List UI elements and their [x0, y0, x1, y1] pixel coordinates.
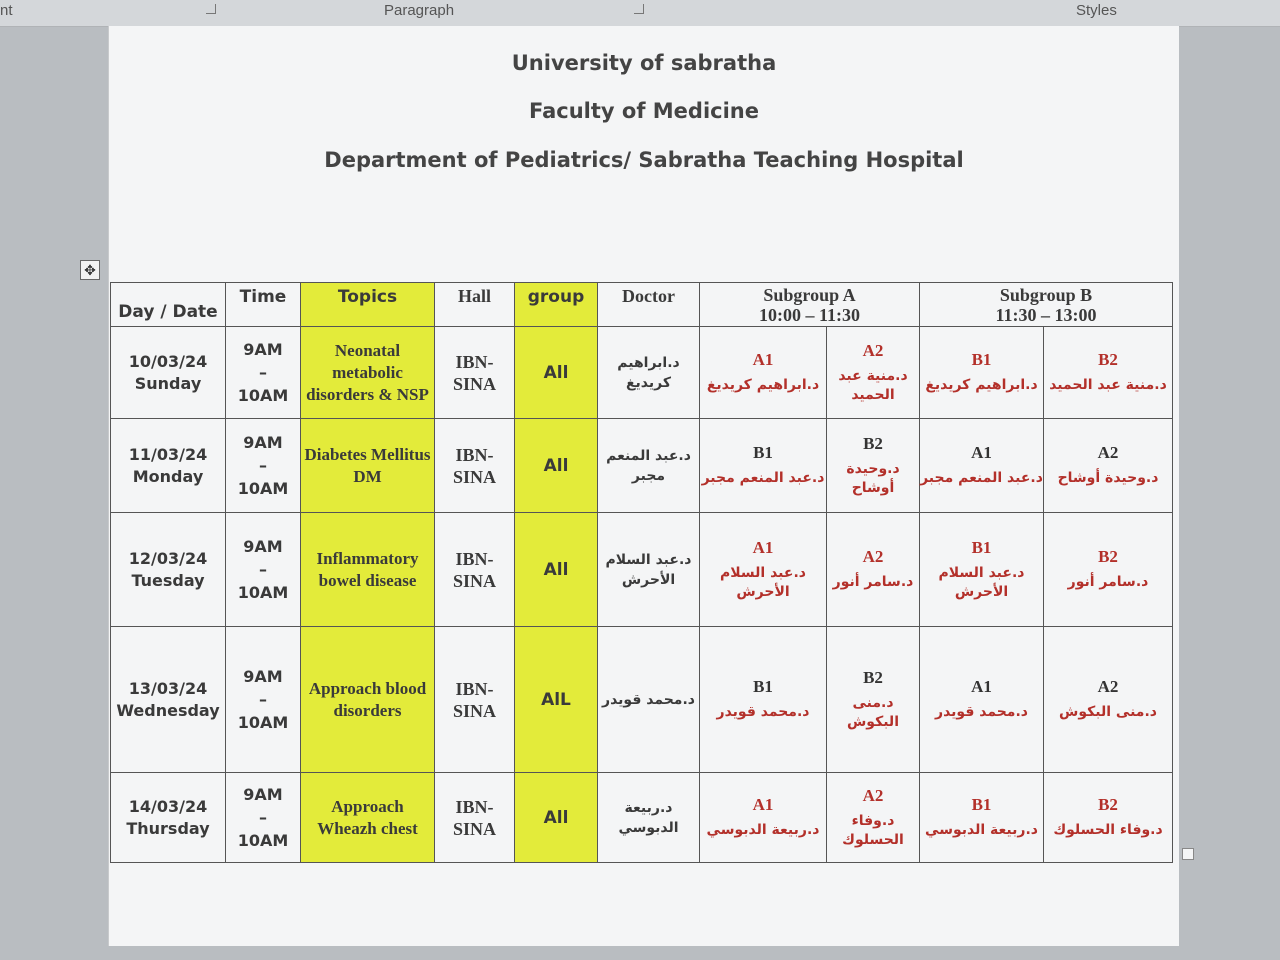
header-time: Time — [226, 283, 301, 327]
subgroup-a-col1-cell — [700, 513, 827, 627]
department-title: Department of Pediatrics/ Sabratha Teaching Hospital — [324, 148, 964, 172]
subgroup-b-col2-cell — [1044, 773, 1173, 863]
subgroup-a-col1-cell-label: B1 — [753, 677, 773, 696]
subgroup-b-col2-cell-doctor: د.منية عبد الحميد — [1049, 377, 1167, 393]
date-text: 11/03/24 — [128, 444, 208, 464]
subgroup-b-col2-cell-label: B2 — [1098, 547, 1118, 566]
time-start: 9AM — [243, 667, 283, 686]
subgroup-b-col1-cell-doctor: د.ابراهيم كريديغ — [925, 377, 1038, 393]
subgroup-a-time: 10:00 – 11:30 — [759, 304, 860, 325]
subgroup-a-col1-cell-doctor: د.عبد السلام الأحرش — [720, 564, 806, 600]
topic-text: Approach blood disorders — [308, 678, 427, 720]
subgroup-a-col1-cell-label: A1 — [752, 350, 774, 369]
doctor-text: د.ربيعة الدبوسي — [618, 799, 679, 836]
day-text: Monday — [132, 466, 204, 486]
group-cell — [515, 327, 598, 419]
subgroup-a-col1-cell — [700, 419, 827, 513]
header-group: group — [515, 283, 598, 327]
time-start: 9AM — [243, 340, 283, 359]
subgroup-b-col2-cell-label: B2 — [1098, 795, 1118, 814]
time-start: 9AM — [243, 785, 283, 804]
subgroup-b-col2-cell — [1044, 513, 1173, 627]
subgroup-b-col2-cell — [1044, 419, 1173, 513]
date-cell — [111, 327, 226, 419]
subgroup-b-col1-cell-doctor: د.عبد المنعم مجبر — [920, 470, 1043, 486]
time-dash: – — [259, 690, 267, 709]
schedule-table — [110, 282, 1173, 863]
subgroup-a-col2-cell — [827, 327, 920, 419]
subgroup-a-col1-cell — [700, 627, 827, 773]
topic-cell — [301, 419, 435, 513]
subgroup-b-col1-cell-doctor: د.ربيعة الدبوسي — [925, 822, 1038, 838]
header-subgroup-b — [920, 283, 1173, 327]
subgroup-b-col2-cell-label: A2 — [1097, 443, 1119, 462]
time-dash: – — [259, 363, 267, 382]
hall-cell — [435, 513, 515, 627]
subgroup-a-col1-cell-label: A1 — [752, 795, 774, 814]
topic-cell — [301, 513, 435, 627]
subgroup-b-title: Subgroup B — [999, 284, 1093, 305]
subgroup-a-col2-cell-label: B2 — [863, 433, 883, 453]
topic-text: Inflammatory bowel disease — [316, 548, 419, 590]
subgroup-a-col2-cell-label: A2 — [862, 340, 884, 360]
time-start: 9AM — [243, 537, 283, 556]
subgroup-a-col2-cell-doctor: د.منية عبد الحميد — [838, 367, 908, 403]
paragraph-launcher-icon[interactable] — [634, 4, 644, 14]
group-text: All — [543, 362, 569, 383]
header-day-date: Day / Date — [111, 283, 226, 327]
subgroup-b-col1-cell-label: B1 — [971, 795, 992, 814]
subgroup-b-col1-cell-label: A1 — [971, 443, 992, 462]
doctor-cell — [598, 419, 700, 513]
doctor-text: د.ابراهيم كريديغ — [617, 354, 680, 391]
doctor-text: د.عبد السلام الأحرش — [605, 551, 692, 588]
header-doctor: Doctor — [598, 283, 700, 327]
date-cell — [111, 773, 226, 863]
subgroup-b-col1-cell — [920, 627, 1044, 773]
subgroup-a-col2-cell-doctor: د.منى البكوش — [846, 694, 899, 730]
doctor-cell — [598, 627, 700, 773]
time-end: 10AM — [237, 386, 289, 405]
time-cell — [226, 513, 301, 627]
subgroup-b-col1-cell — [920, 327, 1044, 419]
subgroup-a-col2-cell — [827, 419, 920, 513]
subgroup-a-col2-cell-doctor: د.وحيدة أوشاح — [846, 460, 900, 496]
topic-text: Neonatal metabolic disorders & NSP — [306, 340, 429, 404]
table-row — [111, 773, 1173, 863]
subgroup-b-col1-cell-doctor: د.محمد قويدر — [935, 704, 1028, 720]
subgroup-a-col1-cell-label: B1 — [753, 443, 773, 462]
hall-text: IBN-SINA — [452, 548, 496, 591]
subgroup-a-col1-cell — [700, 327, 827, 419]
date-text: 12/03/24 — [128, 548, 208, 568]
time-cell — [226, 773, 301, 863]
hall-text: IBN-SINA — [452, 444, 496, 487]
table-row — [111, 419, 1173, 513]
time-end: 10AM — [237, 479, 289, 498]
group-text: AlL — [541, 689, 571, 710]
group-text: All — [543, 455, 569, 476]
subgroup-a-col2-cell-doctor: د.وفاء الحسلوك — [842, 812, 904, 848]
doctor-text: د.محمد قويدر — [602, 691, 695, 708]
day-text: Wednesday — [116, 700, 220, 720]
time-end: 10AM — [237, 831, 289, 850]
subgroup-b-time: 11:30 – 13:00 — [995, 304, 1097, 325]
ribbon-bar — [0, 0, 1280, 27]
subgroup-b-col2-cell — [1044, 627, 1173, 773]
subgroup-b-col1-cell-label: B1 — [971, 537, 992, 557]
subgroup-b-col2-cell-label: A2 — [1097, 677, 1119, 696]
subgroup-b-col2-cell-label: B2 — [1098, 350, 1118, 369]
table-row — [111, 513, 1173, 627]
paragraph-group-label: Paragraph — [384, 2, 455, 19]
time-cell — [226, 627, 301, 773]
doctor-cell — [598, 327, 700, 419]
date-cell — [111, 513, 226, 627]
subgroup-a-col1-cell-doctor: د.ربيعة الدبوسي — [706, 822, 820, 838]
subgroup-b-col1-cell-label: A1 — [971, 677, 992, 696]
header-hall: Hall — [435, 283, 515, 327]
time-cell — [226, 419, 301, 513]
time-start: 9AM — [243, 433, 283, 452]
subgroup-b-col2-cell-doctor: د.وفاء الحسلوك — [1053, 822, 1163, 838]
date-text: 14/03/24 — [128, 796, 208, 816]
time-dash: – — [259, 808, 267, 827]
header-topics: Topics — [301, 283, 435, 327]
group-text: All — [543, 807, 569, 828]
subgroup-a-col2-cell — [827, 773, 920, 863]
doctor-cell — [598, 513, 700, 627]
university-title: University of sabratha — [511, 51, 777, 75]
subgroup-a-col1-cell-doctor: د.ابراهيم كريديغ — [706, 377, 820, 393]
group-cell — [515, 773, 598, 863]
hall-text: IBN-SINA — [452, 678, 496, 721]
group-cell — [515, 419, 598, 513]
subgroup-b-col2-cell-doctor: د.وحيدة أوشاح — [1057, 470, 1159, 486]
subgroup-b-col2-cell-doctor: د.سامر أنور — [1067, 574, 1149, 590]
hall-cell — [435, 773, 515, 863]
subgroup-a-col1-cell-label: A1 — [752, 537, 774, 557]
time-end: 10AM — [237, 583, 289, 602]
topic-cell — [301, 627, 435, 773]
ribbon-left-label: nt — [0, 2, 13, 19]
dialog-launcher-icon[interactable] — [206, 4, 216, 14]
time-end: 10AM — [237, 713, 289, 732]
subgroup-b-col1-cell — [920, 773, 1044, 863]
group-cell — [515, 627, 598, 773]
subgroup-a-col1-cell-doctor: د.محمد قويدر — [716, 704, 810, 720]
group-cell — [515, 513, 598, 627]
subgroup-a-col2-cell-label: A2 — [862, 785, 884, 805]
subgroup-b-col1-cell-label: B1 — [971, 350, 992, 369]
hall-cell — [435, 419, 515, 513]
day-text: Thursday — [126, 818, 210, 838]
table-row — [111, 627, 1173, 773]
time-dash: – — [259, 456, 267, 475]
header-subgroup-a — [700, 283, 920, 327]
subgroup-a-col1-cell-doctor: د.عبد المنعم مجبر — [701, 470, 825, 486]
subgroup-a-col1-cell — [700, 773, 827, 863]
doctor-text: د.عبد المنعم مجبر — [606, 447, 691, 484]
subgroup-b-col1-cell — [920, 419, 1044, 513]
subgroup-b-col2-cell-doctor: د.منى البكوش — [1059, 704, 1157, 720]
time-cell — [226, 327, 301, 419]
topic-cell — [301, 327, 435, 419]
faculty-title: Faculty of Medicine — [528, 99, 759, 123]
table-row — [111, 327, 1173, 419]
time-dash: – — [259, 560, 267, 579]
day-text: Tuesday — [131, 570, 205, 590]
group-text: All — [543, 559, 569, 580]
subgroup-a-col2-cell — [827, 627, 920, 773]
topic-text: Approach Wheazh chest — [317, 796, 418, 838]
subgroup-a-col2-cell-label: B2 — [863, 667, 883, 687]
topic-cell — [301, 773, 435, 863]
date-cell — [111, 419, 226, 513]
date-text: 13/03/24 — [128, 678, 208, 698]
subgroup-a-col2-cell — [827, 513, 920, 627]
date-cell — [111, 627, 226, 773]
hall-cell — [435, 327, 515, 419]
hall-cell — [435, 627, 515, 773]
day-text: Sunday — [134, 373, 202, 393]
subgroup-a-title: Subgroup A — [763, 284, 856, 305]
subgroup-b-col1-cell — [920, 513, 1044, 627]
subgroup-b-col2-cell — [1044, 327, 1173, 419]
table-move-handle-icon[interactable]: ✥ — [80, 260, 100, 280]
hall-text: IBN-SINA — [452, 351, 496, 394]
doctor-cell — [598, 773, 700, 863]
hall-text: IBN-SINA — [452, 796, 496, 839]
date-text: 10/03/24 — [128, 351, 208, 371]
subgroup-b-col1-cell-doctor: د.عبد السلام الأحرش — [938, 564, 1025, 600]
topic-text: Diabetes Mellitus DM — [304, 444, 431, 486]
subgroup-a-col2-cell-label: A2 — [862, 547, 884, 566]
styles-group-label: Styles — [1076, 2, 1117, 19]
end-of-row-marker-icon — [1182, 848, 1194, 860]
header-row — [111, 283, 1173, 327]
subgroup-a-col2-cell-doctor: د.سامر أنور — [832, 574, 914, 590]
